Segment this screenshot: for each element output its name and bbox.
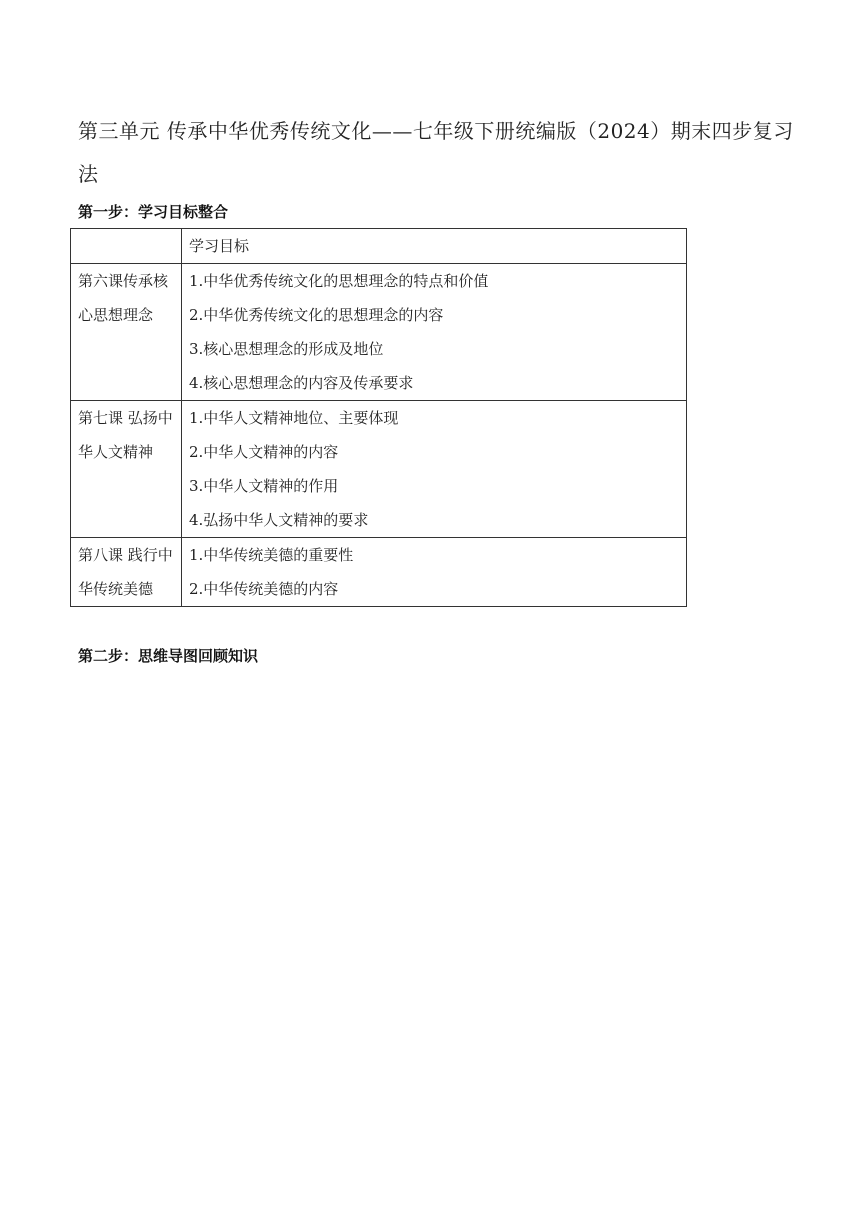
learning-objectives-table [70,228,687,607]
goal-item: 2.中华优秀传统文化的思想理念的内容 [189,306,444,324]
page-title: 第三单元 传承中华优秀传统文化——七年级下册统编版（2024）期末四步复习法 [78,119,794,186]
lesson-seven-cell: 第七课 弘扬中华人文精神 [71,401,182,538]
goal-item: 3.中华人文精神的作用 [189,477,339,495]
header-objectives-cell: 学习目标 [182,229,687,264]
table-header-row [71,229,687,264]
goal-item: 3.核心思想理念的形成及地位 [189,340,384,358]
goal-item: 1.中华传统美德的重要性 [189,546,354,564]
goal-item: 2.中华传统美德的内容 [189,580,339,598]
goal-item: 2.中华人文精神的内容 [189,443,339,461]
lesson-eight-goals-cell [182,538,687,607]
lesson-eight-cell: 第八课 践行中华传统美德 [71,538,182,607]
table-row [71,401,687,538]
lesson-six-cell: 第六课传承核心思想理念 [71,264,182,401]
lesson-six-goals-cell [182,264,687,401]
header-empty-cell [71,229,182,264]
table-row [71,264,687,401]
step-one-heading: 第一步：学习目标整合 [78,203,229,221]
goal-item: 4.核心思想理念的内容及传承要求 [189,374,414,392]
goal-item: 4.弘扬中华人文精神的要求 [189,511,369,529]
lesson-seven-goals-cell [182,401,687,538]
step-two-heading: 第二步：思维导图回顾知识 [78,647,259,665]
table-row [71,538,687,607]
goal-item: 1.中华优秀传统文化的思想理念的特点和价值 [189,272,489,290]
goal-item: 1.中华人文精神地位、主要体现 [189,409,399,427]
